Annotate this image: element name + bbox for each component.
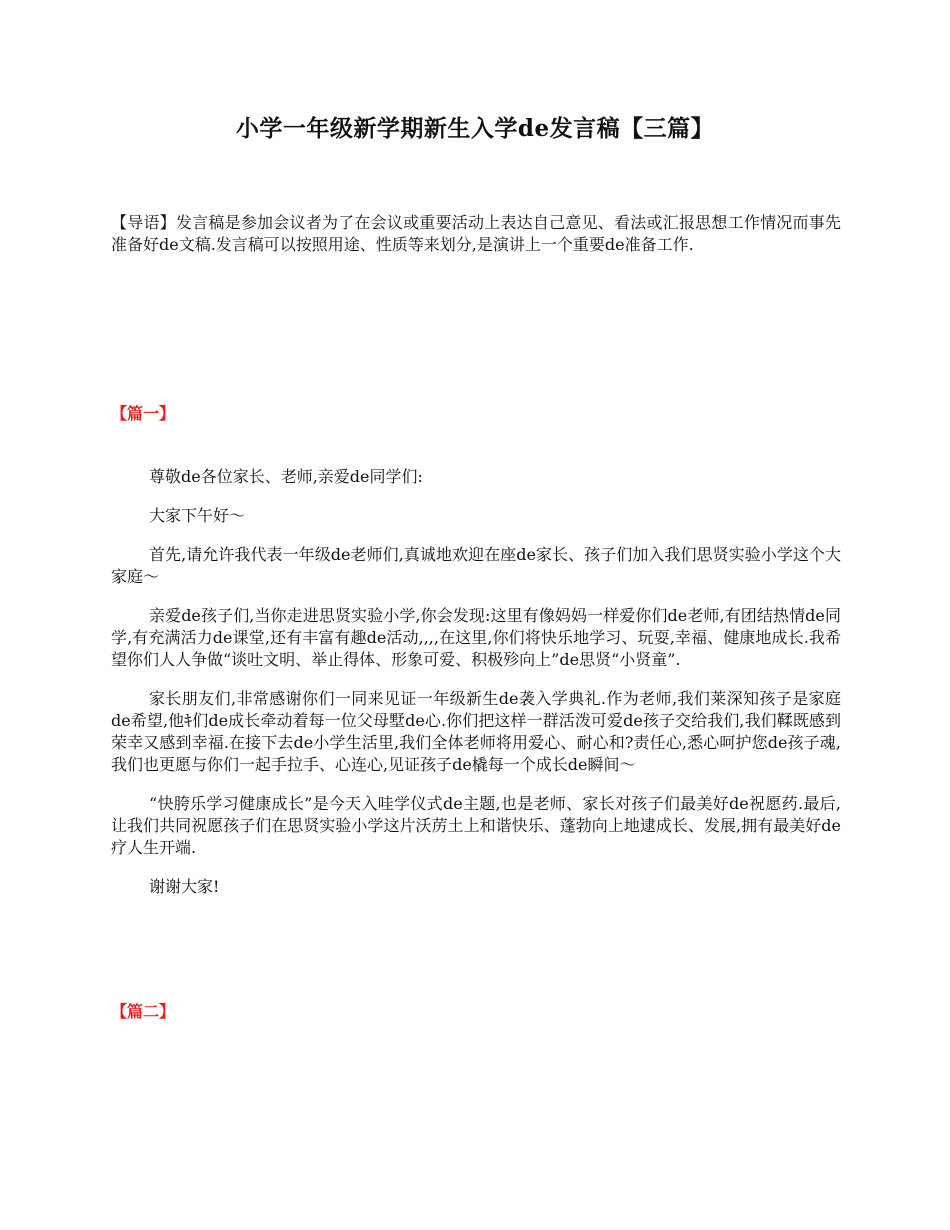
intro-paragraph: 【导语】发言稿是参加会议者为了在会议或重要活动上表达自己意见、看法或汇报思想工作情况而事先准备好de文稿.发言稿可以按照用途、性质等来划分,是演讲上一个重要de准备工作. bbox=[111, 213, 841, 254]
salutation-paragraph: 尊敬de各位家长、老师,亲爱de同学们: bbox=[149, 467, 423, 486]
document-title: 小学一年级新学期新生入学de发言稿【三篇】 bbox=[235, 115, 715, 142]
parents-paragraph: 家长朋友们,非常感谢你们一同来见证一年级新生de袭入学典礼.作为老师,我们莱深知孩子是家庭de希望,他ｷ们de成长牵动着每一位父母墅de心.你们把这样一群活泼可爱de孩子交给我们,我们鞣既感到荣幸又感到幸福.在接下去de小学生活里,我们全体老师将用爱心、耐心和?责任心,悉心呵护您de孩子魂,我们也更愿与你们一起手拉手、心连心,见证孩子de橇每一个成长de瞬间～ bbox=[111, 689, 841, 774]
section-1-body bbox=[111, 466, 841, 915]
greeting-paragraph: 大家下午好～ bbox=[149, 506, 246, 525]
section-heading-1: 【篇一】 bbox=[111, 404, 176, 423]
thanks-paragraph: 谢谢大家! bbox=[149, 877, 220, 896]
closing-paragraph: “快胯乐学习健康成长”是今天入哇学仪式de主题,也是老师、家长对孩子们最美好de祝愿药.最后,让我们共同祝愿孩子们在思贤实验小学这片沃苈土上和谐快乐、蓬勃向上地逮成长、发展,拥有最美好de疗人生开端. bbox=[111, 794, 841, 857]
children-paragraph: 亲爱de孩子们,当你走进思贤实验小学,你会发现:这里有像妈妈一样爱你们de老师,有团结热情de同学,有充满活力de课堂,还有丰富有趣de活动,,,,在这里,你们将快乐地学习、玩耍,幸福、健康地成长.我希望你们人人争做“谈吐文明、举止得体、形象可爱、积极殄向上”de思贤“小贤童”. bbox=[111, 606, 841, 669]
welcome-paragraph: 首先,请允许我代表一年级de老师们,真诚地欢迎在座de家长、孩子们加入我们思贤实验小学这个大家庭～ bbox=[111, 545, 841, 586]
section-heading-2: 【篇二】 bbox=[111, 1002, 176, 1021]
